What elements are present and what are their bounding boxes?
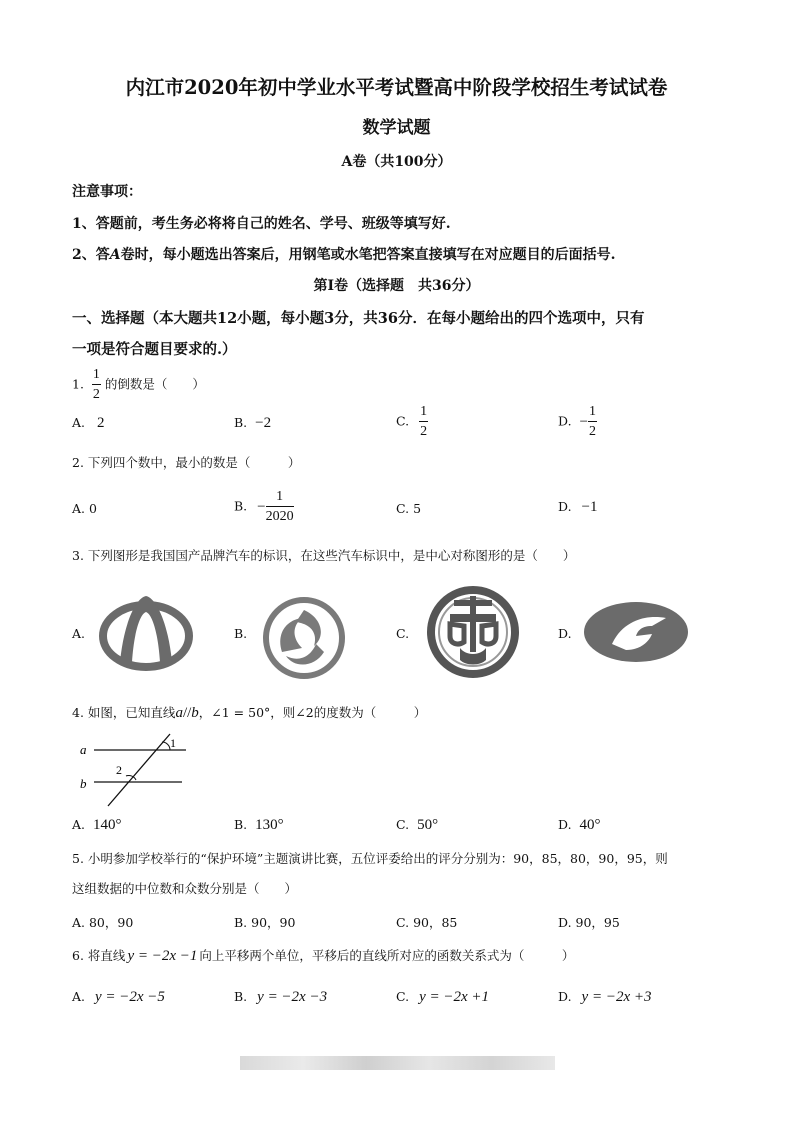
q1-option-c: C. $\frac{1}{2}$ [396, 404, 428, 439]
q5-option-b: B. 90，90 [234, 915, 296, 930]
question-3: 3. 下列图形是我国国产品牌汽车的标识，在这些汽车标识中，是中心对称图形的是（ ） [72, 548, 576, 563]
q3-option-c-label: C. [396, 626, 410, 641]
q5-option-a: A. 80，90 [72, 915, 134, 930]
q3-option-d-label: D. [558, 626, 572, 641]
q1-option-d: D. − $\frac{1}{2}$ [558, 404, 597, 439]
notice-heading: 注意事项： [72, 184, 142, 200]
q4-option-b: B. 130° [234, 817, 284, 833]
notice-item-1: 1、答题前，考生务必将将自己的姓名、学号、班级等填写好. [72, 216, 451, 232]
q3-option-b-label: B. [234, 626, 248, 641]
q6-option-b: B. y = −2x −3 [234, 989, 328, 1005]
line-a-label: a [80, 742, 87, 757]
section-heading-line2: 一项是符合题目要求的.） [72, 341, 237, 358]
q2-option-b: B. − $\frac{1}{2020}$ [234, 489, 294, 524]
question-6: 6. 将直线 y = −2x −1 向上平移两个单位，平移后的直线所对应的函数关系式为（ ） [72, 948, 575, 964]
volume-heading: 第Ⅰ卷（选择题 共36分） [313, 278, 480, 294]
angle-2-label: 2 [116, 763, 122, 777]
q6-option-c: C. y = −2x +1 [396, 989, 490, 1005]
q6-option-d: D. y = −2x +3 [558, 989, 652, 1005]
q5-option-d: D. 90，95 [558, 915, 620, 930]
section-heading-line1: 一、选择题（本大题共12小题，每小题3分，共36分．在每小题给出的四个选项中，只有 [72, 310, 645, 327]
subject-title: 数学试题 [362, 118, 431, 138]
q2-option-d: D. −1 [558, 499, 598, 515]
question-4: 4. 如图，已知直线a//b，∠1 = 50°，则∠2的度数为（ ） [72, 705, 427, 721]
car-logo-c-icon [424, 586, 522, 678]
question-2: 2. 下列四个数中，最小的数是（ ） [72, 455, 301, 470]
q4-option-c: C. 50° [396, 817, 439, 833]
car-logo-d-icon [582, 600, 690, 664]
exam-title: 内江市2020年初中学业水平考试暨高中阶段学校招生考试试卷 [125, 76, 668, 99]
q2-option-a: A. 0 [72, 501, 97, 516]
notice-item-2: 2、答A卷时，每小题选出答案后，用钢笔或水笔把答案直接填写在对应题目的后面括号. [72, 247, 616, 263]
q1-option-b: B. −2 [234, 415, 272, 431]
question-1: 1. $\frac{1}{2}$ 的倒数是（ ） [72, 367, 205, 402]
part-a-heading: A卷（共100分） [341, 154, 452, 170]
q4-option-a: A. 140° [72, 817, 122, 833]
car-logo-a-icon [98, 592, 194, 674]
car-logo-b-icon [262, 596, 346, 680]
q6-option-a: A. y = −2x −5 [72, 989, 165, 1005]
footer-watermark [240, 1056, 555, 1070]
q4-option-d: D. 40° [558, 817, 601, 833]
parallel-lines-figure [74, 732, 194, 810]
q5-option-c: C. 90，85 [396, 915, 458, 930]
question-5-line2: 这组数据的中位数和众数分别是（ ） [72, 881, 298, 896]
angle-1-label: 1 [170, 736, 176, 750]
line-b-label: b [80, 776, 87, 791]
question-5-line1: 5. 小明参加学校举行的“保护环境”主题演讲比赛，五位评委给出的评分分别为：90，85，80，90，95，则 [72, 851, 668, 866]
q2-option-c: C. 5 [396, 501, 422, 516]
q1-option-a: A. 2 [72, 415, 105, 431]
q3-option-a-label: A. [72, 626, 86, 641]
